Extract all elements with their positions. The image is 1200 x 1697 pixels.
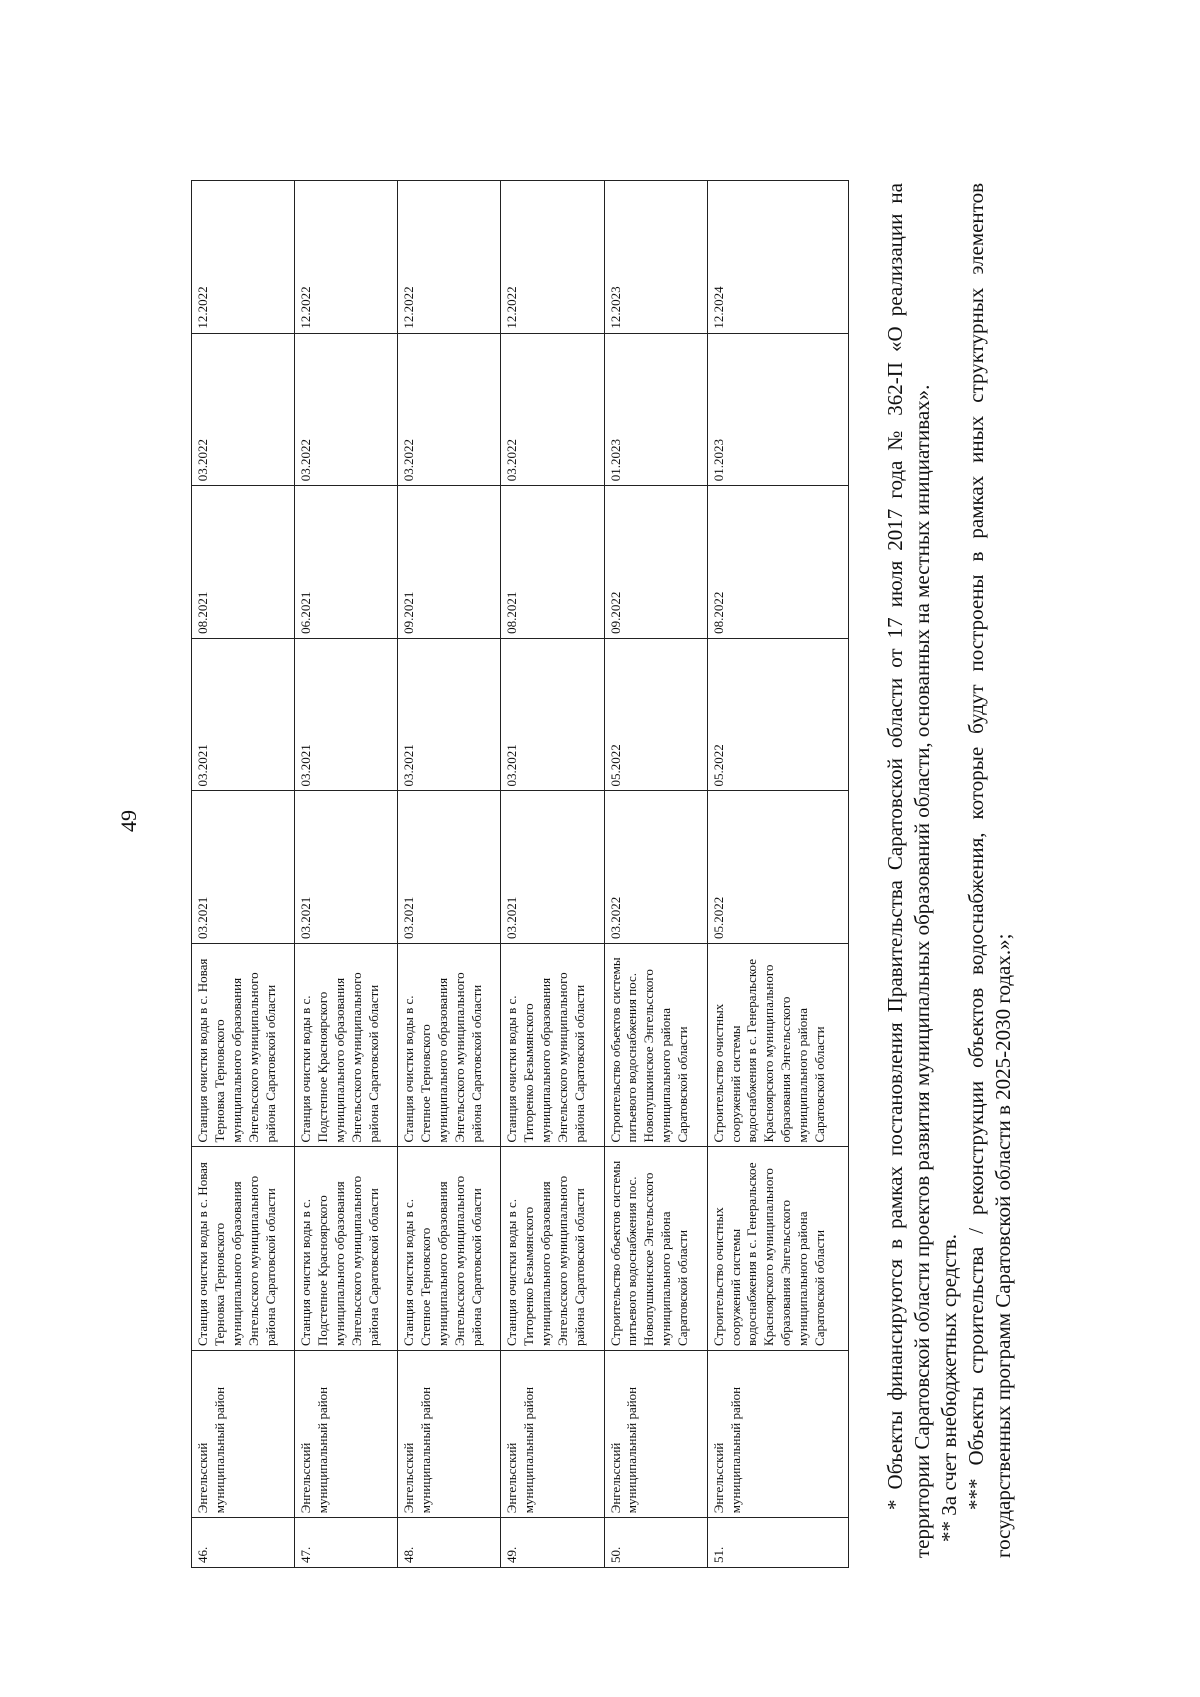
table-row bbox=[192, 181, 295, 1568]
object-cell: Станция очистки воды в с. Подстепное Красноярского муниципального образования Энгельсского муниципального района Саратовской области bbox=[295, 944, 398, 1147]
date-cell: 09.2022 bbox=[604, 486, 707, 639]
object-cell: Строительство очистных сооружений системы водоснабжения в с. Генеральское Красноярского муниципального образования Энгельсского муниципального района Саратовской области bbox=[707, 1147, 848, 1350]
page-number: 49 bbox=[116, 810, 141, 832]
row-number: 48. bbox=[398, 1518, 501, 1568]
date-cell: 06.2021 bbox=[295, 486, 398, 639]
date-cell: 08.2021 bbox=[501, 486, 604, 639]
footnotes bbox=[882, 183, 1016, 1558]
date-cell: 03.2022 bbox=[501, 333, 604, 486]
table-row bbox=[707, 181, 848, 1568]
footnote-1: * Объекты финансируются в рамках постановления Правительства Саратовской области от 17 июля 2017 года № 362-П «О реализации на территории Саратовской области проектов развития муниципальных образований области, основанных на местных инициативах». bbox=[883, 183, 934, 1558]
date-cell: 05.2022 bbox=[707, 791, 848, 944]
object-cell: Станция очистки воды в с. Титоренко Безымянского муниципального образования Энгельсского муниципального района Саратовской области bbox=[501, 944, 604, 1147]
footnote-2: ** За счет внебюджетных средств. bbox=[936, 1233, 961, 1542]
object-cell: Станция очистки воды в с. Титоренко Безымянского муниципального образования Энгельсского муниципального района Саратовской области bbox=[501, 1147, 604, 1350]
date-cell: 12.2023 bbox=[604, 181, 707, 334]
date-cell: 12.2022 bbox=[295, 181, 398, 334]
date-cell: 03.2021 bbox=[398, 791, 501, 944]
object-cell: Станция очистки воды в с. Подстепное Красноярского муниципального образования Энгельсского муниципального района Саратовской области bbox=[295, 1147, 398, 1350]
date-cell: 09.2021 bbox=[398, 486, 501, 639]
date-cell: 03.2021 bbox=[192, 791, 295, 944]
date-cell: 03.2022 bbox=[604, 791, 707, 944]
district-cell: Энгельсский муниципальный район bbox=[604, 1350, 707, 1517]
date-cell: 03.2021 bbox=[501, 638, 604, 791]
date-cell: 08.2021 bbox=[192, 486, 295, 639]
date-cell: 12.2024 bbox=[707, 181, 848, 334]
date-cell: 12.2022 bbox=[398, 181, 501, 334]
date-cell: 05.2022 bbox=[707, 638, 848, 791]
district-cell: Энгельсский муниципальный район bbox=[398, 1350, 501, 1517]
footnote-3: *** Объекты строительства / реконструкции объектов водоснабжения, которые будут построены в рамках иных структурных элементов государственных программ Саратовской области в 2025-2030 годах.»; bbox=[963, 183, 1015, 1558]
row-number: 47. bbox=[295, 1518, 398, 1568]
object-cell: Строительство очистных сооружений системы водоснабжения в с. Генеральское Красноярского муниципального образования Энгельсского муниципального района Саратовской области bbox=[707, 944, 848, 1147]
date-cell: 03.2021 bbox=[295, 791, 398, 944]
objects-table bbox=[191, 180, 849, 1568]
object-cell: Станция очистки воды в с. Степное Терновского муниципального образования Энгельсского муниципального района Саратовской области bbox=[398, 1147, 501, 1350]
date-cell: 03.2021 bbox=[192, 638, 295, 791]
date-cell: 12.2022 bbox=[501, 181, 604, 334]
object-cell: Строительство объектов системы питьевого водоснабжения пос. Новопушкинское Энгельсского муниципального района Саратовской области bbox=[604, 944, 707, 1147]
date-cell: 03.2021 bbox=[398, 638, 501, 791]
object-cell: Станция очистки воды в с. Новая Терновка Терновского муниципального образования Энгельсского муниципального района Саратовской области bbox=[192, 944, 295, 1147]
date-cell: 03.2021 bbox=[295, 638, 398, 791]
district-cell: Энгельсский муниципальный район bbox=[707, 1350, 848, 1517]
date-cell: 08.2022 bbox=[707, 486, 848, 639]
date-cell: 03.2022 bbox=[295, 333, 398, 486]
district-cell: Энгельсский муниципальный район bbox=[192, 1350, 295, 1517]
rotated-page-content bbox=[0, 180, 1015, 1568]
table-row bbox=[604, 181, 707, 1568]
date-cell: 03.2021 bbox=[501, 791, 604, 944]
date-cell: 01.2023 bbox=[707, 333, 848, 486]
row-number: 50. bbox=[604, 1518, 707, 1568]
date-cell: 03.2022 bbox=[192, 333, 295, 486]
object-cell: Строительство объектов системы питьевого водоснабжения пос. Новопушкинское Энгельсского муниципального района Саратовской области bbox=[604, 1147, 707, 1350]
object-cell: Станция очистки воды в с. Степное Терновского муниципального образования Энгельсского муниципального района Саратовской области bbox=[398, 944, 501, 1147]
row-number: 51. bbox=[707, 1518, 848, 1568]
date-cell: 01.2023 bbox=[604, 333, 707, 486]
table-row bbox=[398, 181, 501, 1568]
row-number: 49. bbox=[501, 1518, 604, 1568]
table-row bbox=[501, 181, 604, 1568]
date-cell: 12.2022 bbox=[192, 181, 295, 334]
object-cell: Станция очистки воды в с. Новая Терновка Терновского муниципального образования Энгельсского муниципального района Саратовской области bbox=[192, 1147, 295, 1350]
date-cell: 03.2022 bbox=[398, 333, 501, 486]
table-row bbox=[295, 181, 398, 1568]
row-number: 46. bbox=[192, 1518, 295, 1568]
district-cell: Энгельсский муниципальный район bbox=[295, 1350, 398, 1517]
date-cell: 05.2022 bbox=[604, 638, 707, 791]
district-cell: Энгельсский муниципальный район bbox=[501, 1350, 604, 1517]
